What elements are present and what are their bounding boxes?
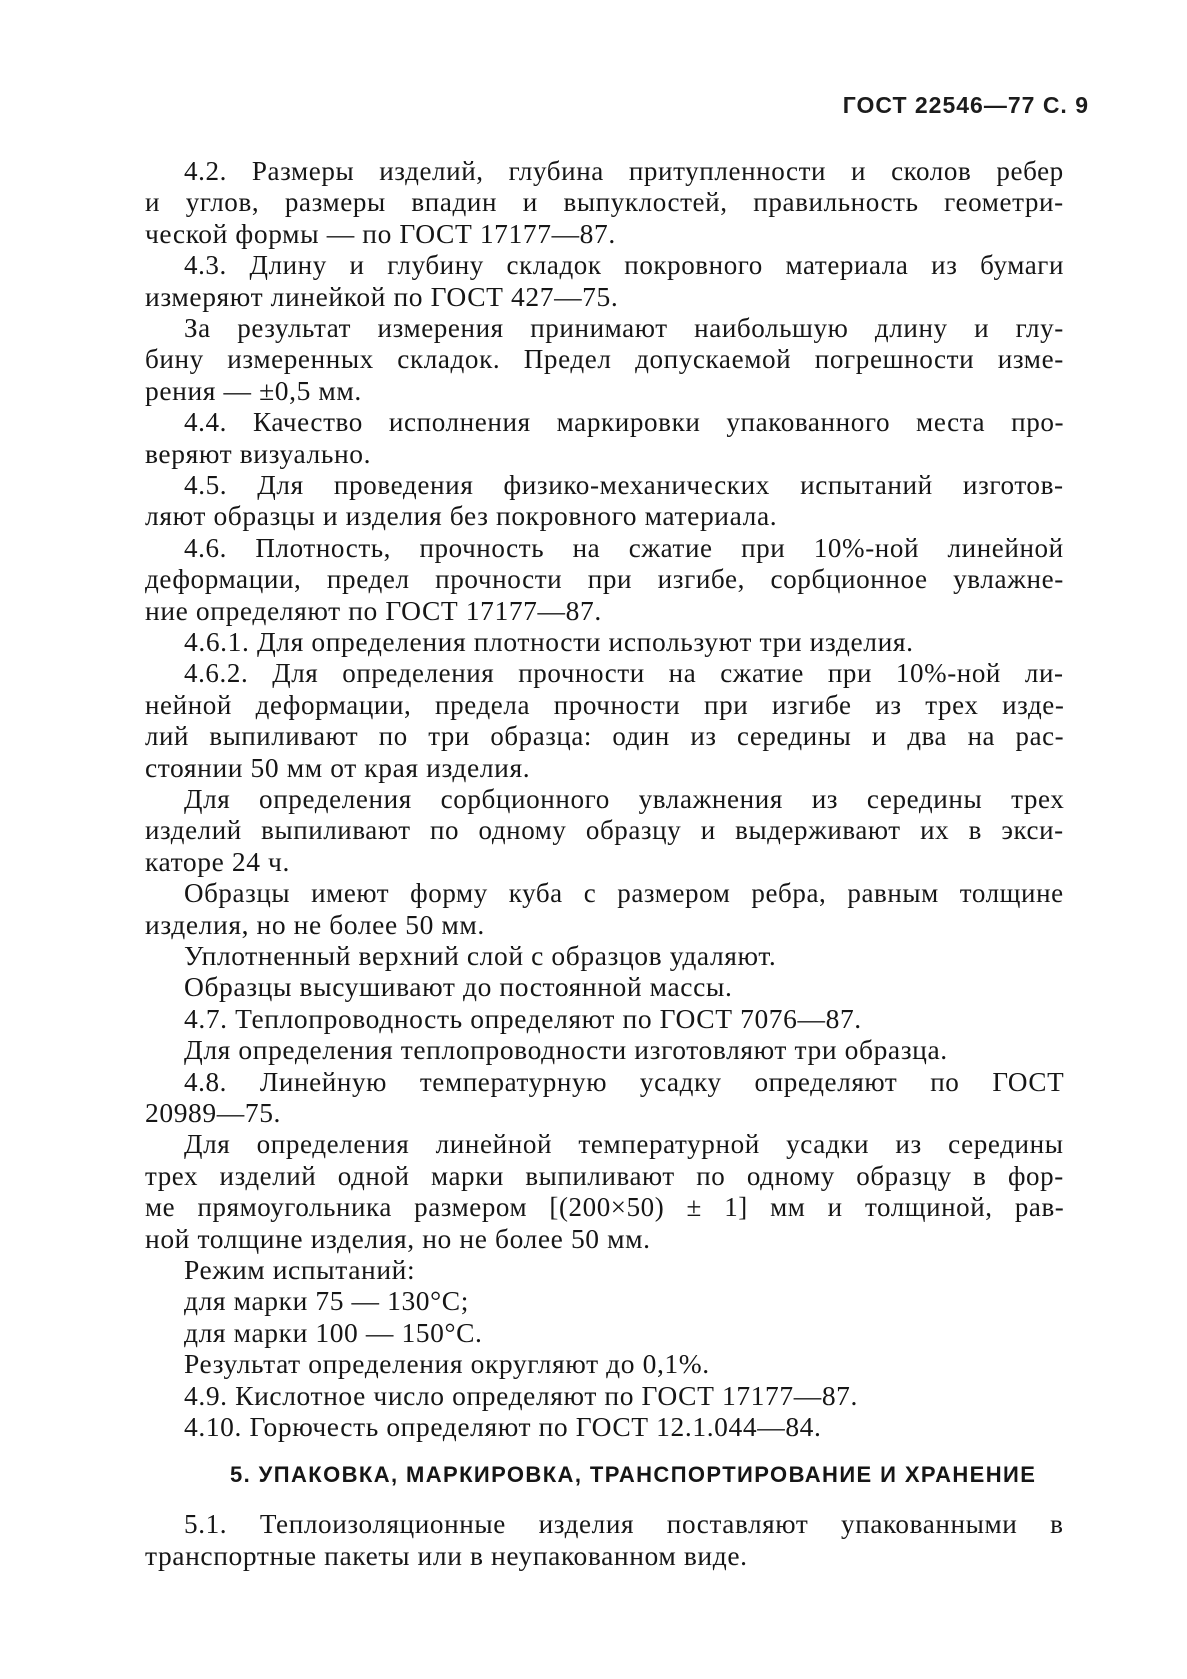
text-line: За результат измерения принимают наибольшую длину и глу- (184, 312, 1064, 343)
text-line: 4.6.2. Для определения прочности на сжатие при 10%-ной ли- (184, 657, 1064, 689)
text-line: Для определения линейной температурной усадки из середины (184, 1128, 1064, 1160)
text-line: рения — ±0,5 мм. (145, 374, 362, 406)
text-line: Режим испытаний: (184, 1254, 416, 1285)
text-line: 4.4. Качество исполнения маркировки упакованного места про- (184, 406, 1065, 438)
text-line: Образцы высушивают до постоянной массы. (184, 971, 733, 1003)
text-line: ческой формы — по ГОСТ 17177—87. (145, 217, 616, 249)
text-line: Образцы имеют форму куба с размером ребра, равным толщине (184, 877, 1064, 909)
text-line: нейной деформации, предела прочности при изгибе из трех изде- (145, 688, 1065, 720)
text-line: Для определения теплопроводности изготовляют три образца. (184, 1034, 948, 1066)
text-line: деформации, предел прочности при изгибе, сорбционное увлажне- (145, 563, 1064, 595)
text-line: изделия, но не более 50 мм. (145, 908, 485, 940)
text-line: стоянии 50 мм от края изделия. (145, 751, 531, 783)
text-line: 4.10. Горючесть определяют по ГОСТ 12.1.044—84. (184, 1411, 822, 1442)
text-line: ние определяют по ГОСТ 17177—87. (145, 594, 602, 626)
text-line: ной толщине изделия, но не более 50 мм. (145, 1222, 651, 1254)
text-line: для марки 75 — 130°С; (184, 1285, 469, 1317)
running-header: ГОСТ 22546—77 С. 9 (842, 92, 1089, 118)
text-line: ляют образцы и изделия без покровного материала. (145, 500, 778, 532)
text-line: измеряют линейкой по ГОСТ 427—75. (145, 280, 619, 312)
section-5-heading: 5. УПАКОВКА, МАРКИРОВКА, ТРАНСПОРТИРОВАНИЕ И ХРАНЕНИЕ (230, 1462, 1037, 1487)
text-line: 4.7. Теплопроводность определяют по ГОСТ 7076—87. (184, 1002, 862, 1034)
text-line: 4.6.1. Для определения плотности используют три изделия. (184, 626, 914, 657)
text-line: изделий выпиливают по одному образцу и выдерживают их в экси- (145, 814, 1064, 846)
text-line: каторе 24 ч. (145, 845, 290, 877)
text-line: 5.1. Теплоизоляционные изделия поставляют упакованными в (184, 1508, 1064, 1539)
text-line: 20989—75. (145, 1097, 282, 1128)
text-line: 4.6. Плотность, прочность на сжатие при 10%-ной линейной (184, 531, 1064, 563)
text-line: 4.9. Кислотное число определяют по ГОСТ 17177—87. (184, 1379, 858, 1411)
text-line: Уплотненный верхний слой с образцов удаляют. (184, 940, 777, 971)
text-line: 4.5. Для проведения физико-механических испытаний изготов- (184, 469, 1064, 500)
text-line: бину измеренных складок. Предел допускаемой погрешности изме- (145, 343, 1064, 375)
text-line: трех изделий одной марки выпиливают по одному образцу в фор- (145, 1159, 1064, 1191)
text-line: Для определения сорбционного увлажнения из середины трех (184, 783, 1065, 814)
text-line: 4.3. Длину и глубину складок покровного материала из бумаги (184, 249, 1064, 281)
text-line: и углов, размеры впадин и выпуклостей, правильность геометри- (145, 186, 1064, 218)
text-line: лий выпиливают по три образца: один из середины и два на рас- (145, 720, 1065, 752)
text-line: Результат определения округляют до 0,1%. (184, 1348, 710, 1380)
text-line: ме прямоугольника размером [(200×50) ± 1] мм и толщиной, рав- (145, 1191, 1065, 1223)
text-line: транспортные пакеты или в неупакованном виде. (145, 1540, 748, 1571)
text-line: 4.8. Линейную температурную усадку определяют по ГОСТ (184, 1065, 1065, 1097)
text-line: веряют визуально. (145, 437, 372, 469)
text-line: 4.2. Размеры изделий, глубина притупленности и сколов ребер (184, 155, 1064, 186)
text-line: для марки 100 — 150°С. (184, 1316, 483, 1348)
